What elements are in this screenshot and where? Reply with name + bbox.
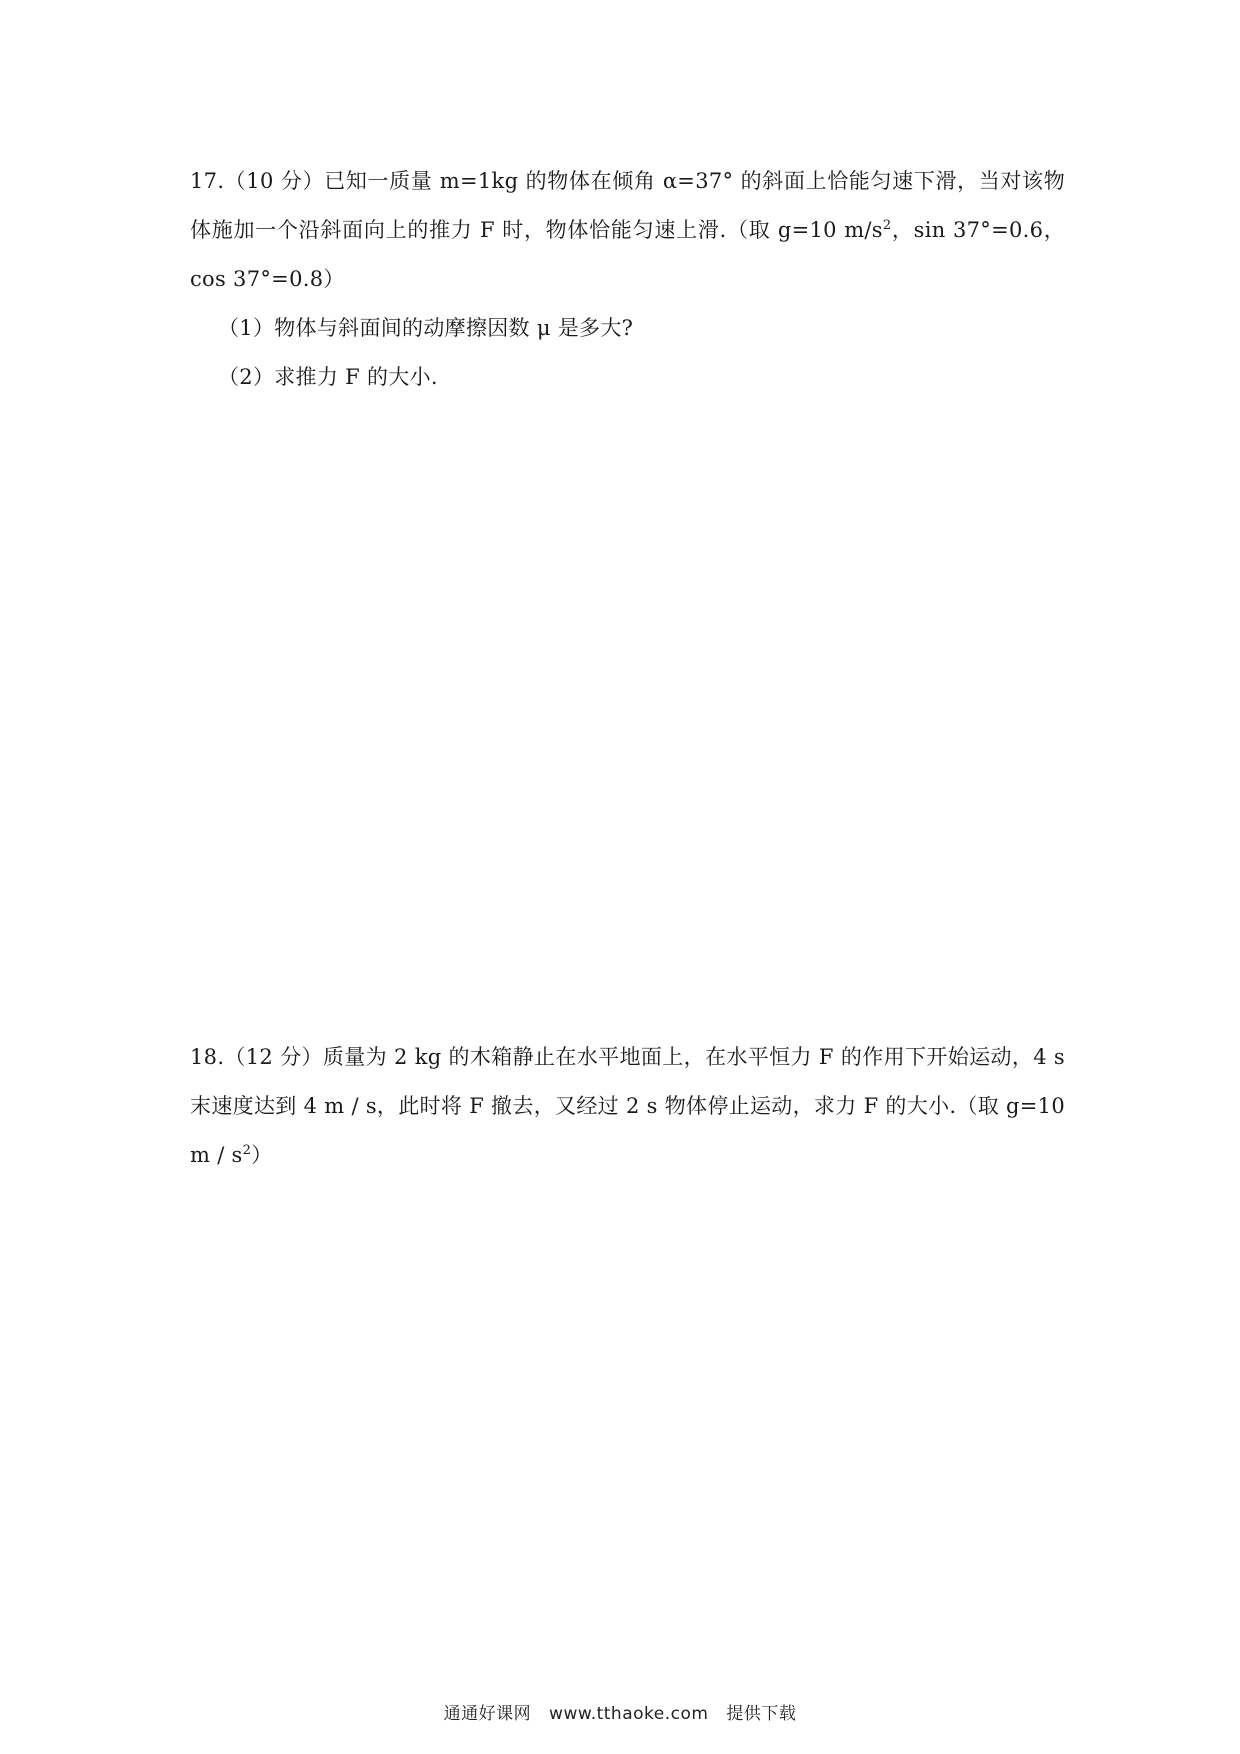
problem-17 [190,157,1065,402]
problem-18-superscript: 2 [242,1143,252,1158]
footer-site-name: 通通好课网 [443,1704,532,1724]
problem-18-text-end: ） [251,1143,273,1167]
footer-url: www.tthaoke.com [549,1704,709,1724]
problem-17-superscript: 2 [882,218,892,233]
problem-17-sub-question-2: （2）求推力 F 的大小. [218,365,438,389]
problem-18-statement [190,1033,1065,1180]
problem-17-text-end: ，sin 37°=0.6，cos 37°=0.8） [190,218,1065,291]
problem-17-statement [190,157,1065,304]
page-footer [0,1699,1240,1724]
problem-18 [190,1033,1065,1180]
problem-18-text: 18.（12 分）质量为 2 kg 的木箱静止在水平地面上，在水平恒力 F 的作用下开始运动，4 s 末速度达到 4 m / s，此时将 F 撤去，又经过 2 s 物体停止运动，求力 F 的大小.（取 g=10 m / s [190,1045,1065,1167]
problem-17-sub-question-1: （1）物体与斜面间的动摩擦因数 μ 是多大? [218,316,634,340]
footer-suffix: 提供下载 [726,1704,797,1724]
problem-17-text: 17.（10 分）已知一质量 m=1kg 的物体在倾角 α=37° 的斜面上恰能匀速下滑，当对该物体施加一个沿斜面向上的推力 F 时，物体恰能匀速上滑.（取 g=10 m/s [190,169,1065,242]
